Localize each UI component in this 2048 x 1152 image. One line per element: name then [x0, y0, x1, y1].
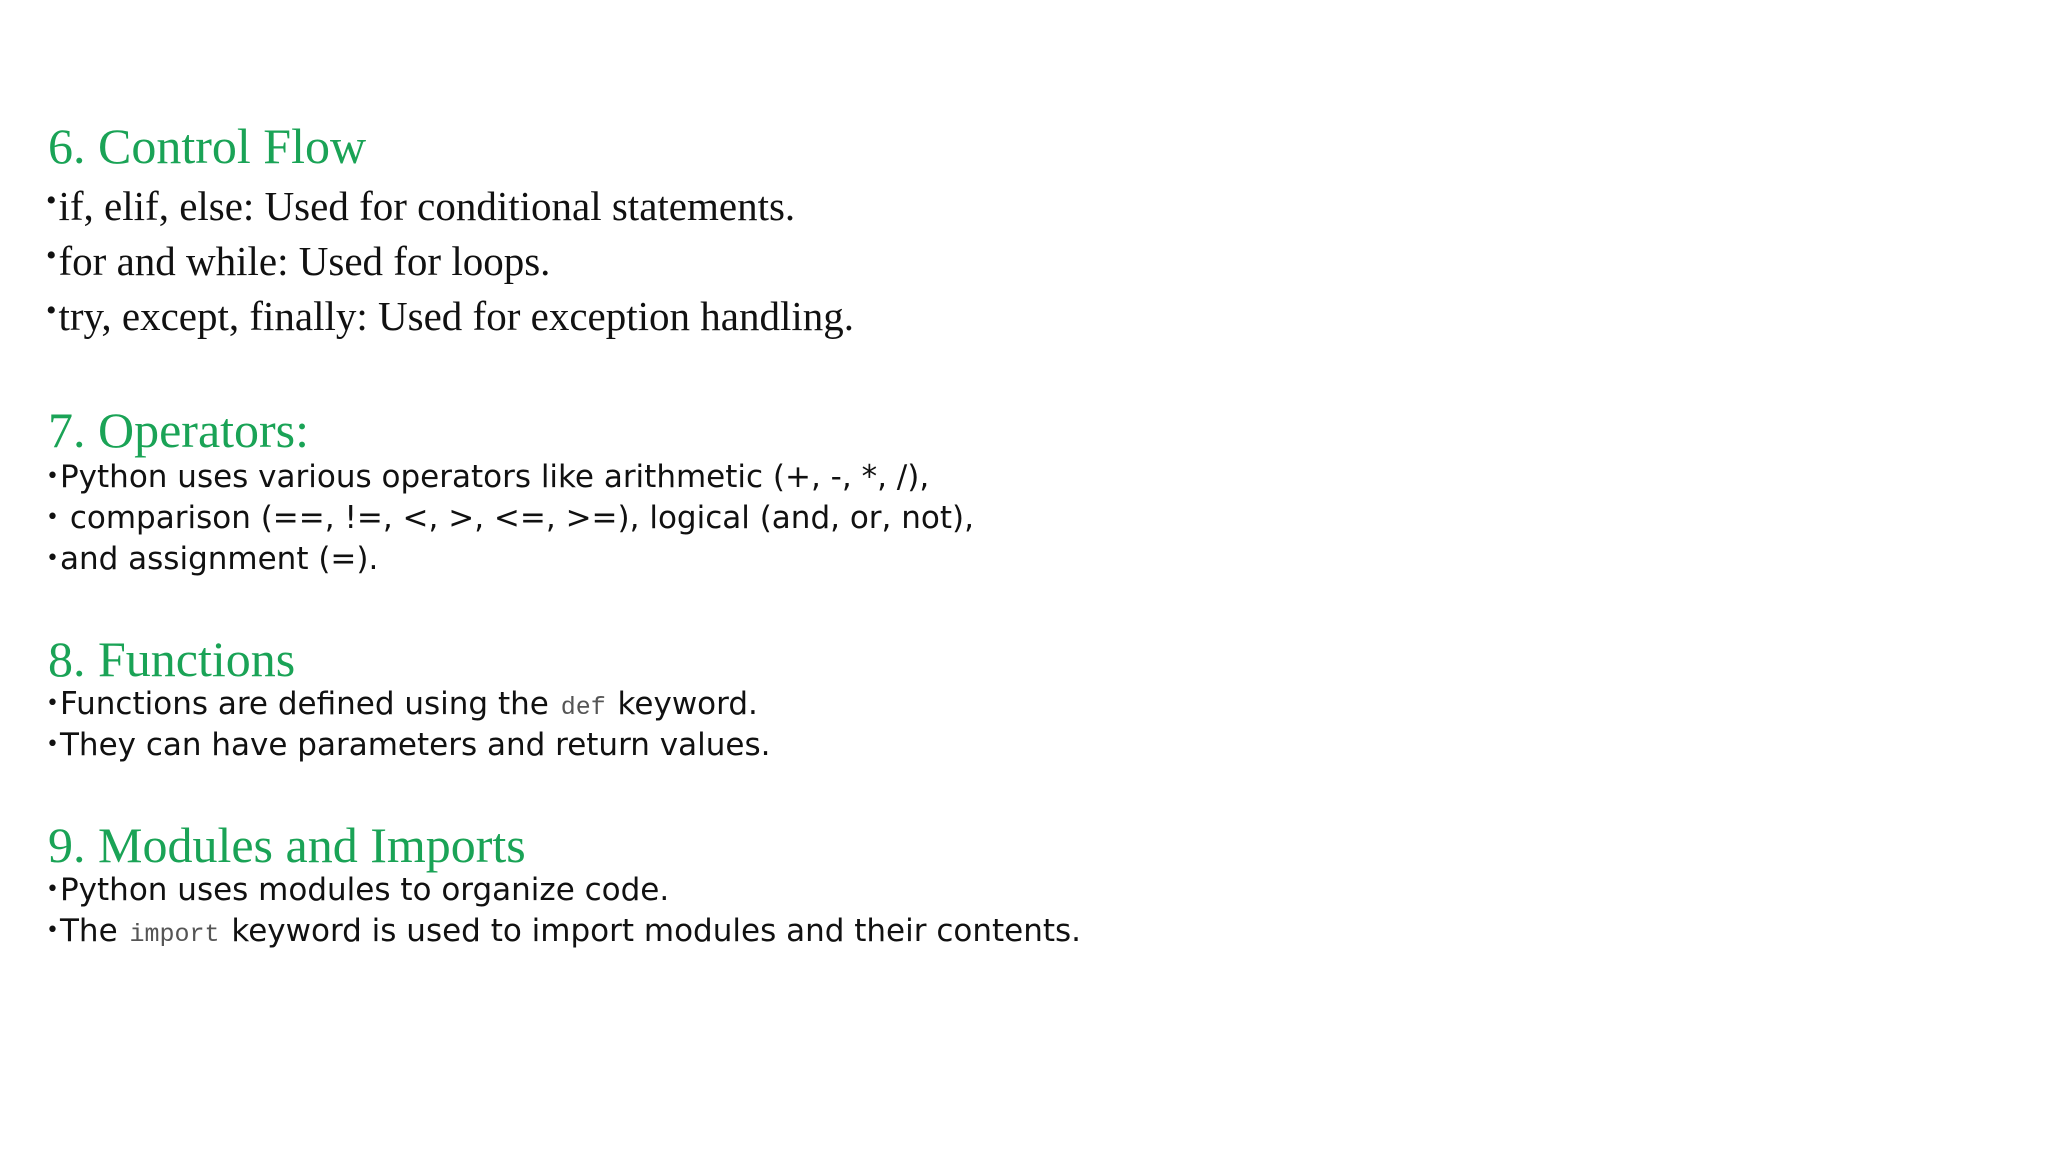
bullet-marker: •	[46, 294, 57, 327]
bullet-item	[46, 238, 551, 284]
bullet-text: for and while: Used for loops.	[58, 238, 551, 284]
inline-code-import: import	[129, 920, 220, 949]
bullet-item	[46, 293, 854, 339]
section-heading-modules-and-imports: 9. Modules and Imports	[48, 817, 526, 873]
bullet-text: Python uses modules to organize code.	[59, 872, 670, 908]
bullet-text: They can have parameters and return values.	[59, 727, 771, 763]
bullet-text: comparison (==, !=, <, >, <=, >=), logical (and, or, not),	[59, 500, 974, 536]
bullet-marker: •	[46, 546, 59, 571]
section-heading-control-flow: 6. Control Flow	[48, 118, 367, 174]
bullet-item	[46, 459, 930, 495]
bullet-text: try, except, finally: Used for exception handling.	[58, 293, 854, 339]
bullet-marker: •	[46, 877, 59, 902]
bullet-marker: •	[46, 239, 57, 272]
bullet-text: and assignment (=).	[59, 541, 379, 577]
bullet-marker: •	[46, 184, 57, 217]
bullet-text-post: keyword is used to import modules and their contents.	[221, 913, 1082, 949]
bullet-marker: •	[46, 732, 59, 757]
bullet-text-pre: The	[59, 913, 128, 949]
bullet-marker: •	[46, 505, 59, 530]
bullet-text: Python uses various operators like arithmetic (+, -, *, /),	[59, 459, 930, 495]
bullet-item	[46, 541, 379, 577]
bullet-marker: •	[46, 464, 59, 489]
bullet-marker: •	[46, 918, 59, 943]
bullet-text-pre: Functions are defined using the	[59, 686, 559, 722]
bullet-text-post: keyword.	[607, 686, 758, 722]
section-heading-functions: 8. Functions	[48, 631, 296, 687]
bullet-marker: •	[46, 691, 59, 716]
section-heading-operators: 7. Operators:	[48, 402, 310, 458]
bullet-item	[46, 686, 758, 722]
bullet-item	[46, 727, 771, 763]
bullet-item	[46, 183, 796, 229]
bullet-item	[46, 500, 974, 536]
bullet-text: if, elif, else: Used for conditional statements.	[58, 183, 796, 229]
bullet-item	[46, 872, 670, 908]
bullet-item	[46, 913, 1082, 949]
inline-code-def: def	[560, 693, 606, 722]
